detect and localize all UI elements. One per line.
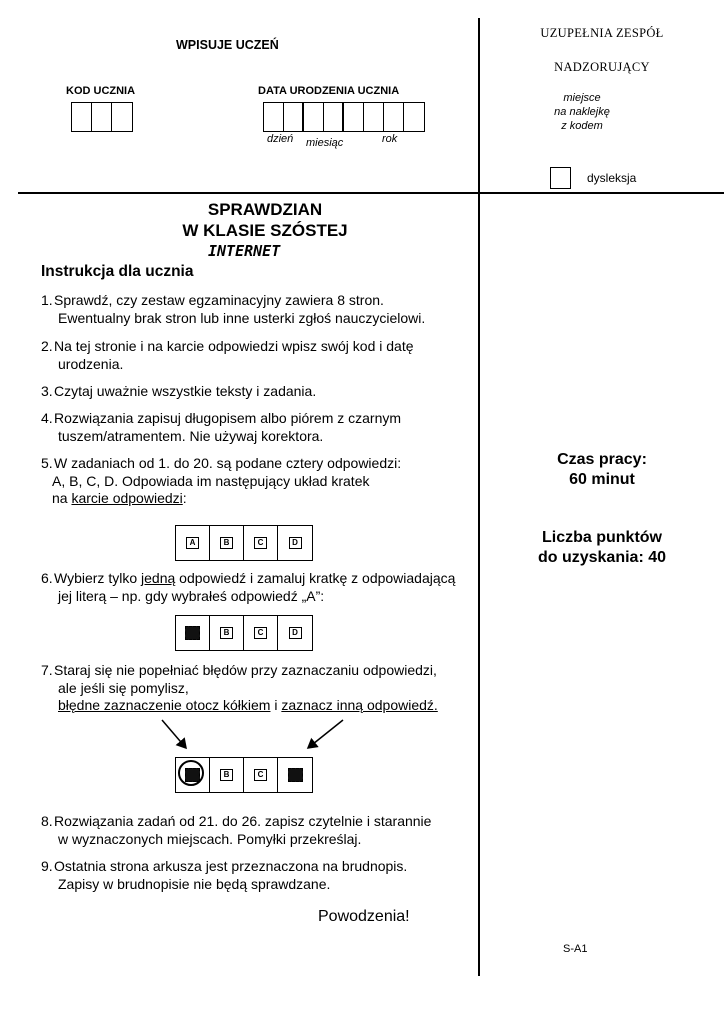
birthdate-cells[interactable]: [263, 102, 425, 132]
instruction-1: 1. Sprawdź, czy zestaw egzaminacyjny zawiera 8 stron. Ewentualny brak stron lub inne usterki zgłoś nauczycielowi.: [41, 292, 426, 326]
time-info: Czas pracy: 60 minut: [557, 451, 647, 488]
kod-cells[interactable]: [71, 102, 133, 132]
arrows: [160, 718, 350, 758]
arrow-left: [162, 720, 186, 748]
instructions-heading: Instrukcja dla ucznia: [41, 263, 194, 280]
arrow-right: [308, 720, 343, 748]
answer-grid-example: A B C D: [175, 525, 313, 561]
year-label: rok: [382, 133, 398, 145]
sticker-placeholder: miejsce na naklejkę z kodem: [554, 92, 610, 132]
instruction-4: 4. Rozwiązania zapisuj długopisem albo piórem z czarnym tuszem/atramentem. Nie używaj korektora.: [41, 410, 402, 444]
page-title: SPRAWDZIAN W KLASIE SZÓSTEJ: [182, 200, 348, 240]
subject-title: INTERNET: [208, 242, 281, 260]
answer-grid-filled-example: B C D: [175, 615, 313, 651]
answer-grid-correction-example: B C: [175, 757, 313, 793]
instruction-5: 5. W zadaniach od 1. do 20. są podane cztery odpowiedzi: A, B, C, D. Odpowiada im następujący układ kratek na karcie odpowiedzi:: [41, 455, 402, 506]
filled-mark: [185, 626, 200, 640]
instruction-6: 6. Wybierz tylko jedną odpowiedź i zamaluj kratkę z odpowiadającą jej literą – np. gdy wybrałeś odpowiedź „A”:: [41, 570, 456, 604]
document-code: S-A1: [563, 943, 588, 955]
closing-text: Powodzenia!: [318, 908, 410, 925]
new-mark: [288, 768, 303, 782]
birthdate-label: DATA URODZENIA UCZNIA: [258, 85, 400, 97]
instruction-3: 3. Czytaj uważnie wszystkie teksty i zadania.: [41, 383, 317, 399]
points-info: Liczba punktów do uzyskania: 40: [537, 529, 667, 566]
instruction-9: 9. Ostatnia strona arkusza jest przeznaczona na brudnopis. Zapisy w brudnopisie nie będą sprawdzane.: [41, 858, 408, 892]
month-label: miesiąc: [306, 137, 344, 149]
horizontal-divider: [18, 192, 724, 194]
supervisor-title-2: NADZORUJĄCY: [554, 60, 650, 74]
dyslexia-label: dysleksja: [587, 171, 637, 185]
instruction-2: 2. Na tej stronie i na karcie odpowiedzi wpisz swój kod i datę urodzenia.: [41, 338, 414, 372]
instruction-8: 8. Rozwiązania zadań od 21. do 26. zapisz czytelnie i starannie w wyznaczonych miejscach. Pomyłki przekreślaj.: [41, 813, 432, 847]
correction-circle: [178, 760, 204, 786]
day-label: dzień: [267, 133, 294, 145]
dyslexia-checkbox[interactable]: [550, 167, 571, 189]
instruction-7: 7. Staraj się nie popełniać błędów przy zaznaczaniu odpowiedzi, ale jeśli się pomylisz, błędne zaznaczenie otocz kółkiem i zaznacz inną odpowiedź.: [41, 662, 438, 713]
kod-label: KOD UCZNIA: [66, 85, 136, 97]
supervisor-title: UZUPEŁNIA ZESPÓŁ: [540, 26, 664, 40]
student-section-title: WPISUJE UCZEŃ: [176, 38, 279, 52]
